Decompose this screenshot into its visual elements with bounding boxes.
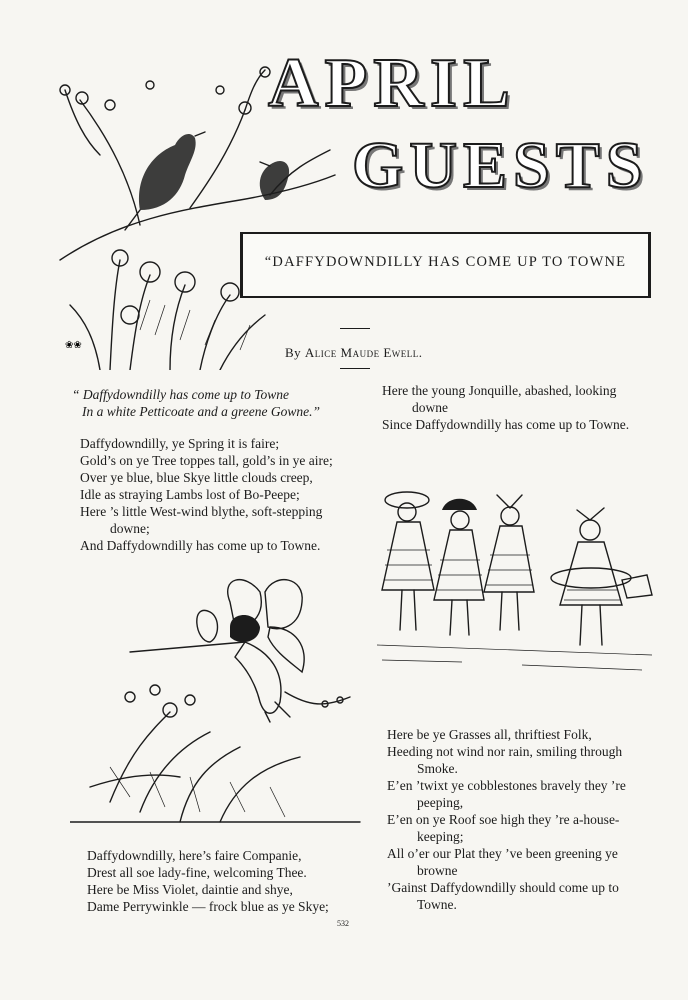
- poem-line: Idle as straying Lambs lost of Bo-Peepe;: [80, 487, 300, 502]
- fairy-illustration: [70, 572, 370, 837]
- stanza-first: [80, 435, 370, 554]
- divider-top: [340, 328, 370, 329]
- byline-author: Alice Maude Ewell.: [304, 345, 423, 360]
- divider-bottom: [340, 368, 370, 369]
- poem-line: downe;: [110, 521, 150, 536]
- title-april: APRIL: [268, 45, 516, 122]
- byline: [285, 345, 423, 361]
- poem-line: E’en ’twixt ye cobblestones bravely they ’re: [387, 778, 626, 793]
- girls-illustration: [372, 480, 662, 680]
- poem-line: Towne.: [417, 897, 457, 912]
- poem-line: peeping,: [417, 795, 464, 810]
- stanza-third: [387, 726, 672, 913]
- poem-line: browne: [417, 863, 458, 878]
- poem-line: Smoke.: [417, 761, 458, 776]
- poem-line: Daffydowndilly, here’s faire Companie,: [87, 848, 302, 863]
- poem-line: Heeding not wind nor rain, smiling through: [387, 744, 623, 759]
- poem-line: Daffydowndilly, ye Spring it is faire;: [80, 436, 280, 451]
- poem-line: Here ’s little West-wind blythe, soft-stepping: [80, 504, 323, 519]
- poem-line: “ Daffydowndilly has come up to Towne: [72, 387, 290, 402]
- subtitle: “DAFFYDOWNDILLY HAS COME UP TO TOWNE: [264, 254, 627, 270]
- poem-line: E’en on ye Roof soe high they ’re a-house-: [387, 812, 620, 827]
- poem-line: All o’er our Plat they ’ve been greening ye: [387, 846, 618, 861]
- page-number: 532: [337, 919, 349, 928]
- poem-line: keeping;: [417, 829, 464, 844]
- title-guests: GUESTS: [352, 129, 649, 202]
- subtitle-banner: [240, 232, 651, 298]
- stanza-intro: [72, 386, 372, 420]
- poem-line: Drest all soe lady-fine, welcoming Thee.: [87, 865, 307, 880]
- stanza-fourth: [87, 847, 377, 915]
- poem-line: ’Gainst Daffydowndilly should come up to: [387, 880, 619, 895]
- poem-line: Since Daffydowndilly has come up to Towne.: [382, 417, 630, 432]
- poem-line: Here the young Jonquille, abashed, looking: [382, 383, 617, 398]
- svg-text:❀❀: ❀❀: [65, 340, 82, 351]
- poem-line: downe: [412, 400, 448, 415]
- poem-line: In a white Petticoate and a greene Gowne.”: [82, 404, 320, 419]
- poem-line: Gold’s on ye Tree toppes tall, gold’s in ye aire;: [80, 453, 333, 468]
- poem-line: Dame Perrywinkle — frock blue as ye Skye;: [87, 899, 329, 914]
- poem-line: Here be Miss Violet, daintie and shye,: [87, 882, 293, 897]
- poem-line: Here be ye Grasses all, thriftiest Folk,: [387, 727, 592, 742]
- poem-line: Over ye blue, blue Skye little clouds creep,: [80, 470, 313, 485]
- poem-line: And Daffydowndilly has come up to Towne.: [80, 538, 321, 553]
- stanza-second: [382, 382, 672, 433]
- byline-prefix: By: [285, 345, 302, 360]
